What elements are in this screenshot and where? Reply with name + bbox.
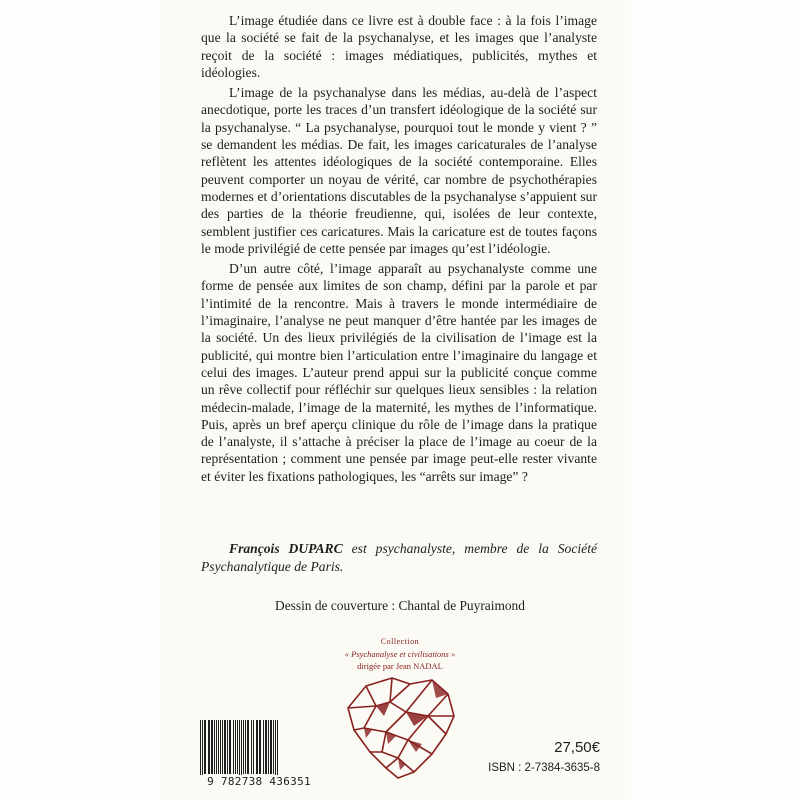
blurb-paragraph-1: L’image étudiée dans ce livre est à double face : à la fois l’image que la société se fait de la psychanalyse, et les images que l’analyste reçoit de la société : images médiatiques, publicités, mythes et idéologies. [201,13,597,80]
barcode-bar [224,720,226,774]
cover-credit: Dessin de couverture : Chantal de Puyraimond [275,598,525,613]
barcode-bar [235,720,236,774]
blurb-paragraph-3: D’un autre côté, l’image apparaît au psychanalyste comme une forme de pensée aux limites de son champ, défini par la parole et par l’intimité de la rencontre. Mais à travers le monde intermédiaire de l’imaginaire, l’analyse ne peut manquer d’être hantée par les images de la société. Un des lieux privilégiés de la civilisation de l’image est la publicité, qui montre bien l’articulation entre l’imaginaire du langage et celui des images. L’auteur prend appui sur la publicité conçue comme un rêve collectif pour réfléchir sur quelques lieux sensibles : la relation médecin-malade, l’image de la maternité, les mythes de l’informatique. Puis, après un bref aperçu clinique du rôle de l’image dans la pratique de l’analyste, il s’attache à préciser la place de l’image au coeur de la représentation ; comment une pensée par image peut-elle rester vivante et éviter les fixations pathologiques, les “arrêts sur image” ? [201,261,597,484]
barcode-bar [216,720,217,774]
barcode-bar [214,720,215,774]
author-name: François DUPARC [229,541,343,556]
barcode-bar [259,720,261,774]
barcode-bar [265,720,267,774]
barcode-bar [202,720,203,782]
barcode-bar [220,720,221,774]
barcode-bar [204,720,206,774]
barcode-bar [237,720,238,774]
barcode-bar [227,720,228,774]
barcode-bar [275,720,276,782]
collection-label: Collection [380,637,420,646]
blurb-text [201,12,597,488]
author-bio [201,540,597,576]
barcode-bar [263,720,264,774]
barcode-bar [256,720,258,774]
barcode-bar [208,720,210,774]
collection-name: « Psychanalyse et civilisations » [344,649,456,659]
barcode-bar [251,720,252,774]
barcode-bar [253,720,254,774]
blurb-paragraph-2: L’image de la psychanalyse dans les médias, au-delà de l’aspect anecdotique, porte les traces d’un transfert idéologique de la société sur la psychanalyse. “ La psychanalyse, pourquoi tout le monde y vient ? ” se demandent les médias. De fait, les images caricaturales de l’analyse reflètent les attentes idéologiques de la société contemporaine. Elles peuvent comporter un noyau de vérité, car nombre de psychothérapies modernes et d’orientations discutables de la psychanalyse s’appuient sur des parties de la théorie freudienne, qui, isolées de leur contexte, semblent justifier ces caricatures. Mais la caricature est de toutes façons le mode privilégié de cette pensée par images qu’est l’idéologie. [201,85,597,256]
collection-director: dirigée par Jean NADAL [357,661,443,671]
barcode-bar [241,720,242,782]
barcode-bar [270,720,272,774]
collection-info [280,636,520,672]
author-description: est psychanalyste, membre de la Société Psychanalytique de Paris. [201,541,598,574]
barcode-bar [268,720,269,774]
barcode-bar [277,720,278,782]
barcode-bar [218,720,219,774]
isbn: ISBN : 2-7384-3635-8 [488,762,600,774]
barcode-bar [247,720,249,774]
barcode-bar [222,720,223,774]
barcode-bar [243,720,244,774]
barcode-bar [239,720,240,782]
price: 27,50€ [554,739,600,756]
barcode-bar [245,720,246,774]
barcode-bar [211,720,213,774]
barcode-bar [233,720,234,774]
barcode-bar [229,720,231,774]
barcode-digits: 9 782738 436351 [196,775,322,788]
barcode-bar [200,720,201,782]
barcode-bar [273,720,274,774]
